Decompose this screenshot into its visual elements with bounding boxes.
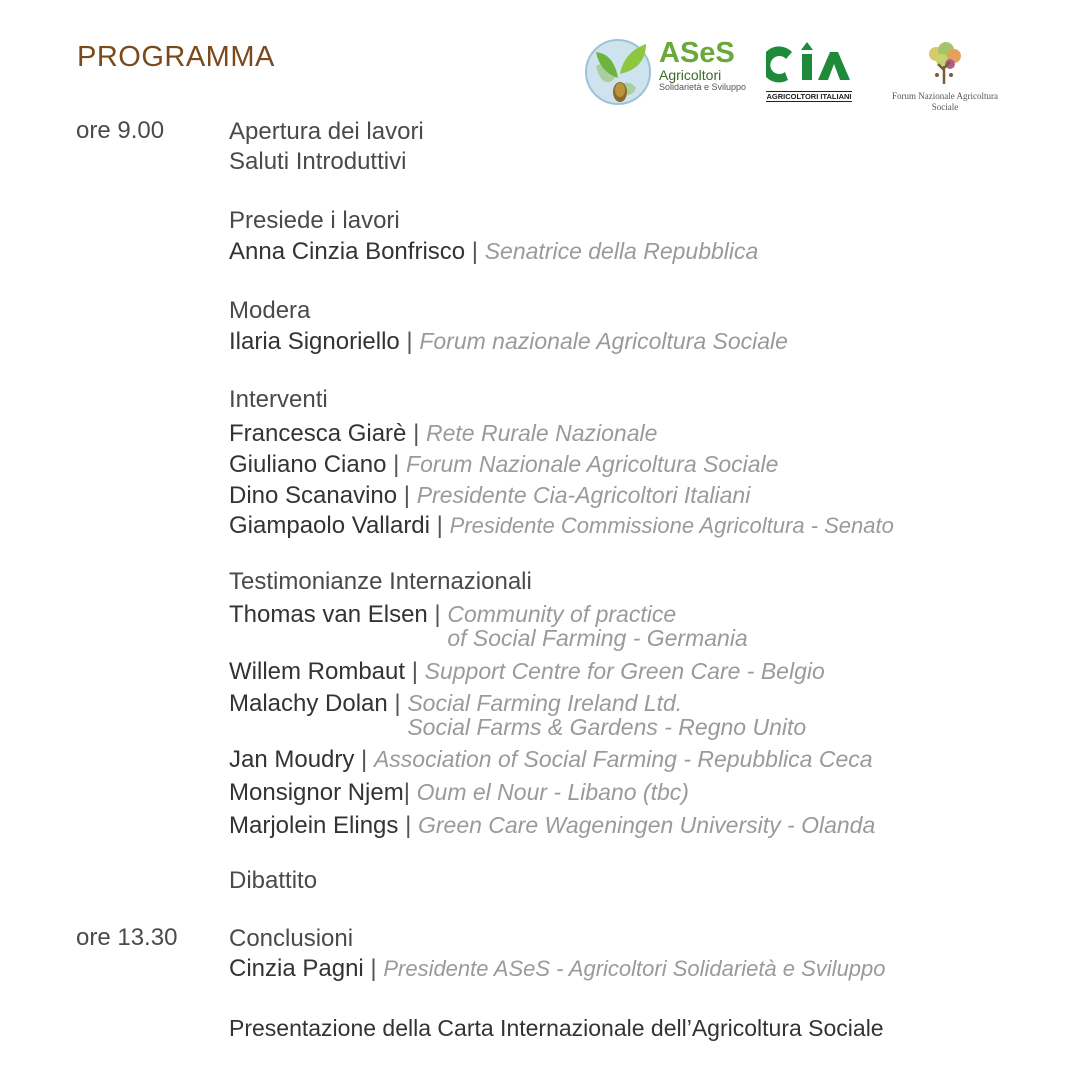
moderator-block	[229, 296, 1029, 357]
speech-entry: Giampaolo Vallardi | Presidente Commissione Agricoltura - Senato	[229, 512, 894, 539]
speech-entry: Dino Scanavino | Presidente Cia-Agricoltori Italiani	[229, 482, 751, 509]
ases-name: ASeS	[659, 37, 735, 69]
opening-block	[229, 117, 1029, 177]
speaker-name: Giampaolo Vallardi	[229, 512, 430, 539]
ases-wordmark	[659, 26, 746, 93]
closing-entry: Cinzia Pagni | Presidente ASeS - Agricoltori Solidarietà e Sviluppo	[229, 955, 886, 982]
speaker-role: Association of Social Farming - Repubblica Ceca	[373, 746, 873, 772]
forum-caption: Forum Nazionale Agricoltura Sociale	[892, 91, 998, 112]
intl-block	[229, 567, 1029, 842]
cia-subtitle: AGRICOLTORI ITALIANI	[766, 92, 852, 101]
time-afternoon: ore 13.30	[76, 924, 178, 951]
speaker-role-line2: Social Farms & Gardens - Regno Unito	[407, 714, 807, 740]
intl-entry: Marjolein Elings | Green Care Wageningen University - Olanda	[229, 812, 876, 839]
speaker-role: Oum el Nour - Libano (tbc)	[416, 779, 689, 805]
speaker-role: Senatrice della Repubblica	[484, 238, 759, 264]
conclusions-block	[229, 924, 1029, 984]
speaker-name: Cinzia Pagni	[229, 955, 364, 982]
speaker-role-line1: Community of practice	[447, 601, 677, 627]
speaker-name: Anna Cinzia Bonfrisco	[229, 238, 466, 265]
speaker-role: Rete Rurale Nazionale	[425, 420, 658, 446]
greetings-line: Saluti Introduttivi	[229, 148, 407, 175]
speaker-role: Green Care Wageningen University - Olanda	[417, 812, 876, 838]
speaker-role: Support Centre for Green Care - Belgio	[424, 658, 825, 684]
page-title: PROGRAMMA	[77, 41, 275, 73]
time-morning: ore 9.00	[76, 117, 165, 144]
speaker-role: Forum nazionale Agricoltura Sociale	[419, 328, 788, 354]
chair-entry: Anna Cinzia Bonfrisco | Senatrice della Repubblica	[229, 238, 759, 265]
intl-entry: Jan Moudry | Association of Social Farming - Repubblica Ceca	[229, 746, 873, 773]
ases-line1: Agricoltori	[659, 67, 722, 83]
conclusions-label: Conclusioni	[229, 925, 354, 952]
cia-mark-icon	[766, 40, 854, 84]
speaker-role-line1: Social Farming Ireland Ltd.	[407, 690, 683, 716]
chair-label: Presiede i lavori	[229, 207, 400, 234]
speaker-role	[407, 691, 806, 739]
speaker-name: Thomas van Elsen	[229, 601, 428, 628]
intl-entry: Willem Rombaut | Support Centre for Green Care - Belgio	[229, 658, 825, 685]
intl-label: Testimonianze Internazionali	[229, 568, 532, 595]
speaker-name: Giuliano Ciano	[229, 451, 387, 478]
speaker-name: Ilaria Signoriello	[229, 328, 400, 355]
ases-logo	[582, 26, 747, 110]
speaker-role: Presidente ASeS - Agricoltori Solidarietà e Sviluppo	[383, 956, 886, 981]
moderator-entry: Ilaria Signoriello | Forum nazionale Agricoltura Sociale	[229, 328, 788, 355]
speaker-name: Monsignor Njem	[229, 779, 404, 806]
speeches-label: Interventi	[229, 386, 328, 413]
intl-entry: Monsignor Njem| Oum el Nour - Libano (tbc)	[229, 779, 689, 806]
speech-entry: Giuliano Ciano | Forum Nazionale Agricoltura Sociale	[229, 451, 779, 478]
speaker-name: Willem Rombaut	[229, 658, 406, 685]
presentation-line: Presentazione della Carta Internazionale dell’Agricoltura Sociale	[229, 1015, 884, 1041]
speaker-name: Marjolein Elings	[229, 812, 399, 839]
speaker-role-line2: of Social Farming - Germania	[447, 625, 748, 651]
speaker-name: Dino Scanavino	[229, 482, 398, 509]
chair-block	[229, 206, 1029, 267]
speaker-role	[447, 602, 747, 650]
speeches-block	[229, 385, 1029, 541]
debate-block	[229, 866, 1029, 896]
moderator-label: Modera	[229, 297, 311, 324]
intl-entry: Thomas van Elsen | Community of practice of Social Farming - Germania	[229, 601, 748, 651]
intl-entry: Malachy Dolan | Social Farming Ireland Ltd. Social Farms & Gardens - Regno Unito	[229, 690, 807, 740]
opening-line: Apertura dei lavori	[229, 118, 424, 145]
speaker-name: Malachy Dolan	[229, 690, 388, 717]
speaker-name: Francesca Giarè	[229, 420, 407, 447]
speaker-name: Jan Moudry	[229, 746, 355, 773]
debate-line: Dibattito	[229, 867, 318, 894]
forum-logo	[880, 38, 1010, 112]
ases-line2: Solidarietà e Sviluppo	[659, 82, 747, 92]
cia-logo	[766, 40, 856, 100]
presentation-block	[229, 1013, 1029, 1043]
tree-icon	[880, 38, 1010, 86]
speech-entry: Francesca Giarè | Rete Rurale Nazionale	[229, 420, 658, 447]
ases-globe-icon	[582, 26, 660, 110]
speaker-role: Presidente Cia-Agricoltori Italiani	[416, 482, 751, 508]
speaker-role: Presidente Commissione Agricoltura - Senato	[449, 513, 894, 538]
speaker-role: Forum Nazionale Agricoltura Sociale	[406, 451, 779, 477]
